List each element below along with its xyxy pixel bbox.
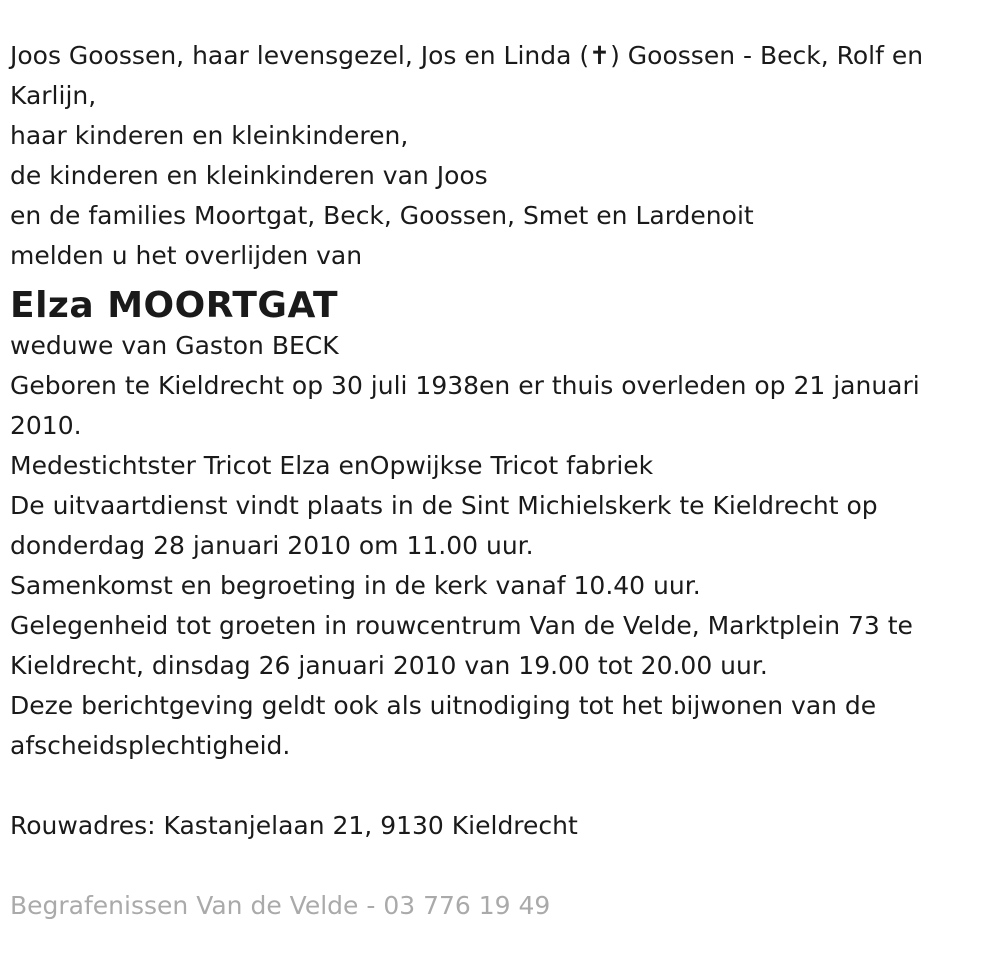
spacer: [10, 766, 990, 806]
intro-line: haar kinderen en kleinkinderen,: [10, 121, 409, 150]
deceased-name: Elza MOORTGAT: [10, 285, 339, 326]
detail-line: De uitvaartdienst vindt plaats in de Sint Michielskerk te Kieldrecht op donderdag 28 januari 2010 om 11.00 uur.: [10, 491, 878, 560]
detail-line: Gelegenheid tot groeten in rouwcentrum Van de Velde, Marktplein 73 te Kieldrecht, dinsdag 26 januari 2010 van 19.00 tot 20.00 uur.: [10, 611, 913, 680]
spacer: [10, 846, 990, 886]
detail-line: Samenkomst en begroeting in de kerk vanaf 10.40 uur.: [10, 571, 701, 600]
mourning-address: Rouwadres: Kastanjelaan 21, 9130 Kieldrecht: [10, 811, 578, 840]
detail-line: weduwe van Gaston BECK: [10, 331, 339, 360]
intro-line: en de families Moortgat, Beck, Goossen, Smet en Lardenoit: [10, 201, 754, 230]
details-block: [10, 326, 990, 766]
intro-line: de kinderen en kleinkinderen van Joos: [10, 161, 488, 190]
detail-line: Medestichtster Tricot Elza enOpwijkse Tricot fabriek: [10, 451, 654, 480]
intro-block: [10, 36, 990, 276]
intro-line: melden u het overlijden van: [10, 241, 363, 270]
intro-line: Joos Goossen, haar levensgezel, Jos en Linda (✝) Goossen - Beck, Rolf en Karlijn,: [10, 41, 924, 110]
detail-line: Deze berichtgeving geldt ook als uitnodiging tot het bijwonen van de afscheidsplechtigheid.: [10, 691, 877, 760]
detail-line: Geboren te Kieldrecht op 30 juli 1938en er thuis overleden op 21 januari 2010.: [10, 371, 920, 440]
funeral-home-contact: Begrafenissen Van de Velde - 03 776 19 49: [10, 891, 551, 920]
